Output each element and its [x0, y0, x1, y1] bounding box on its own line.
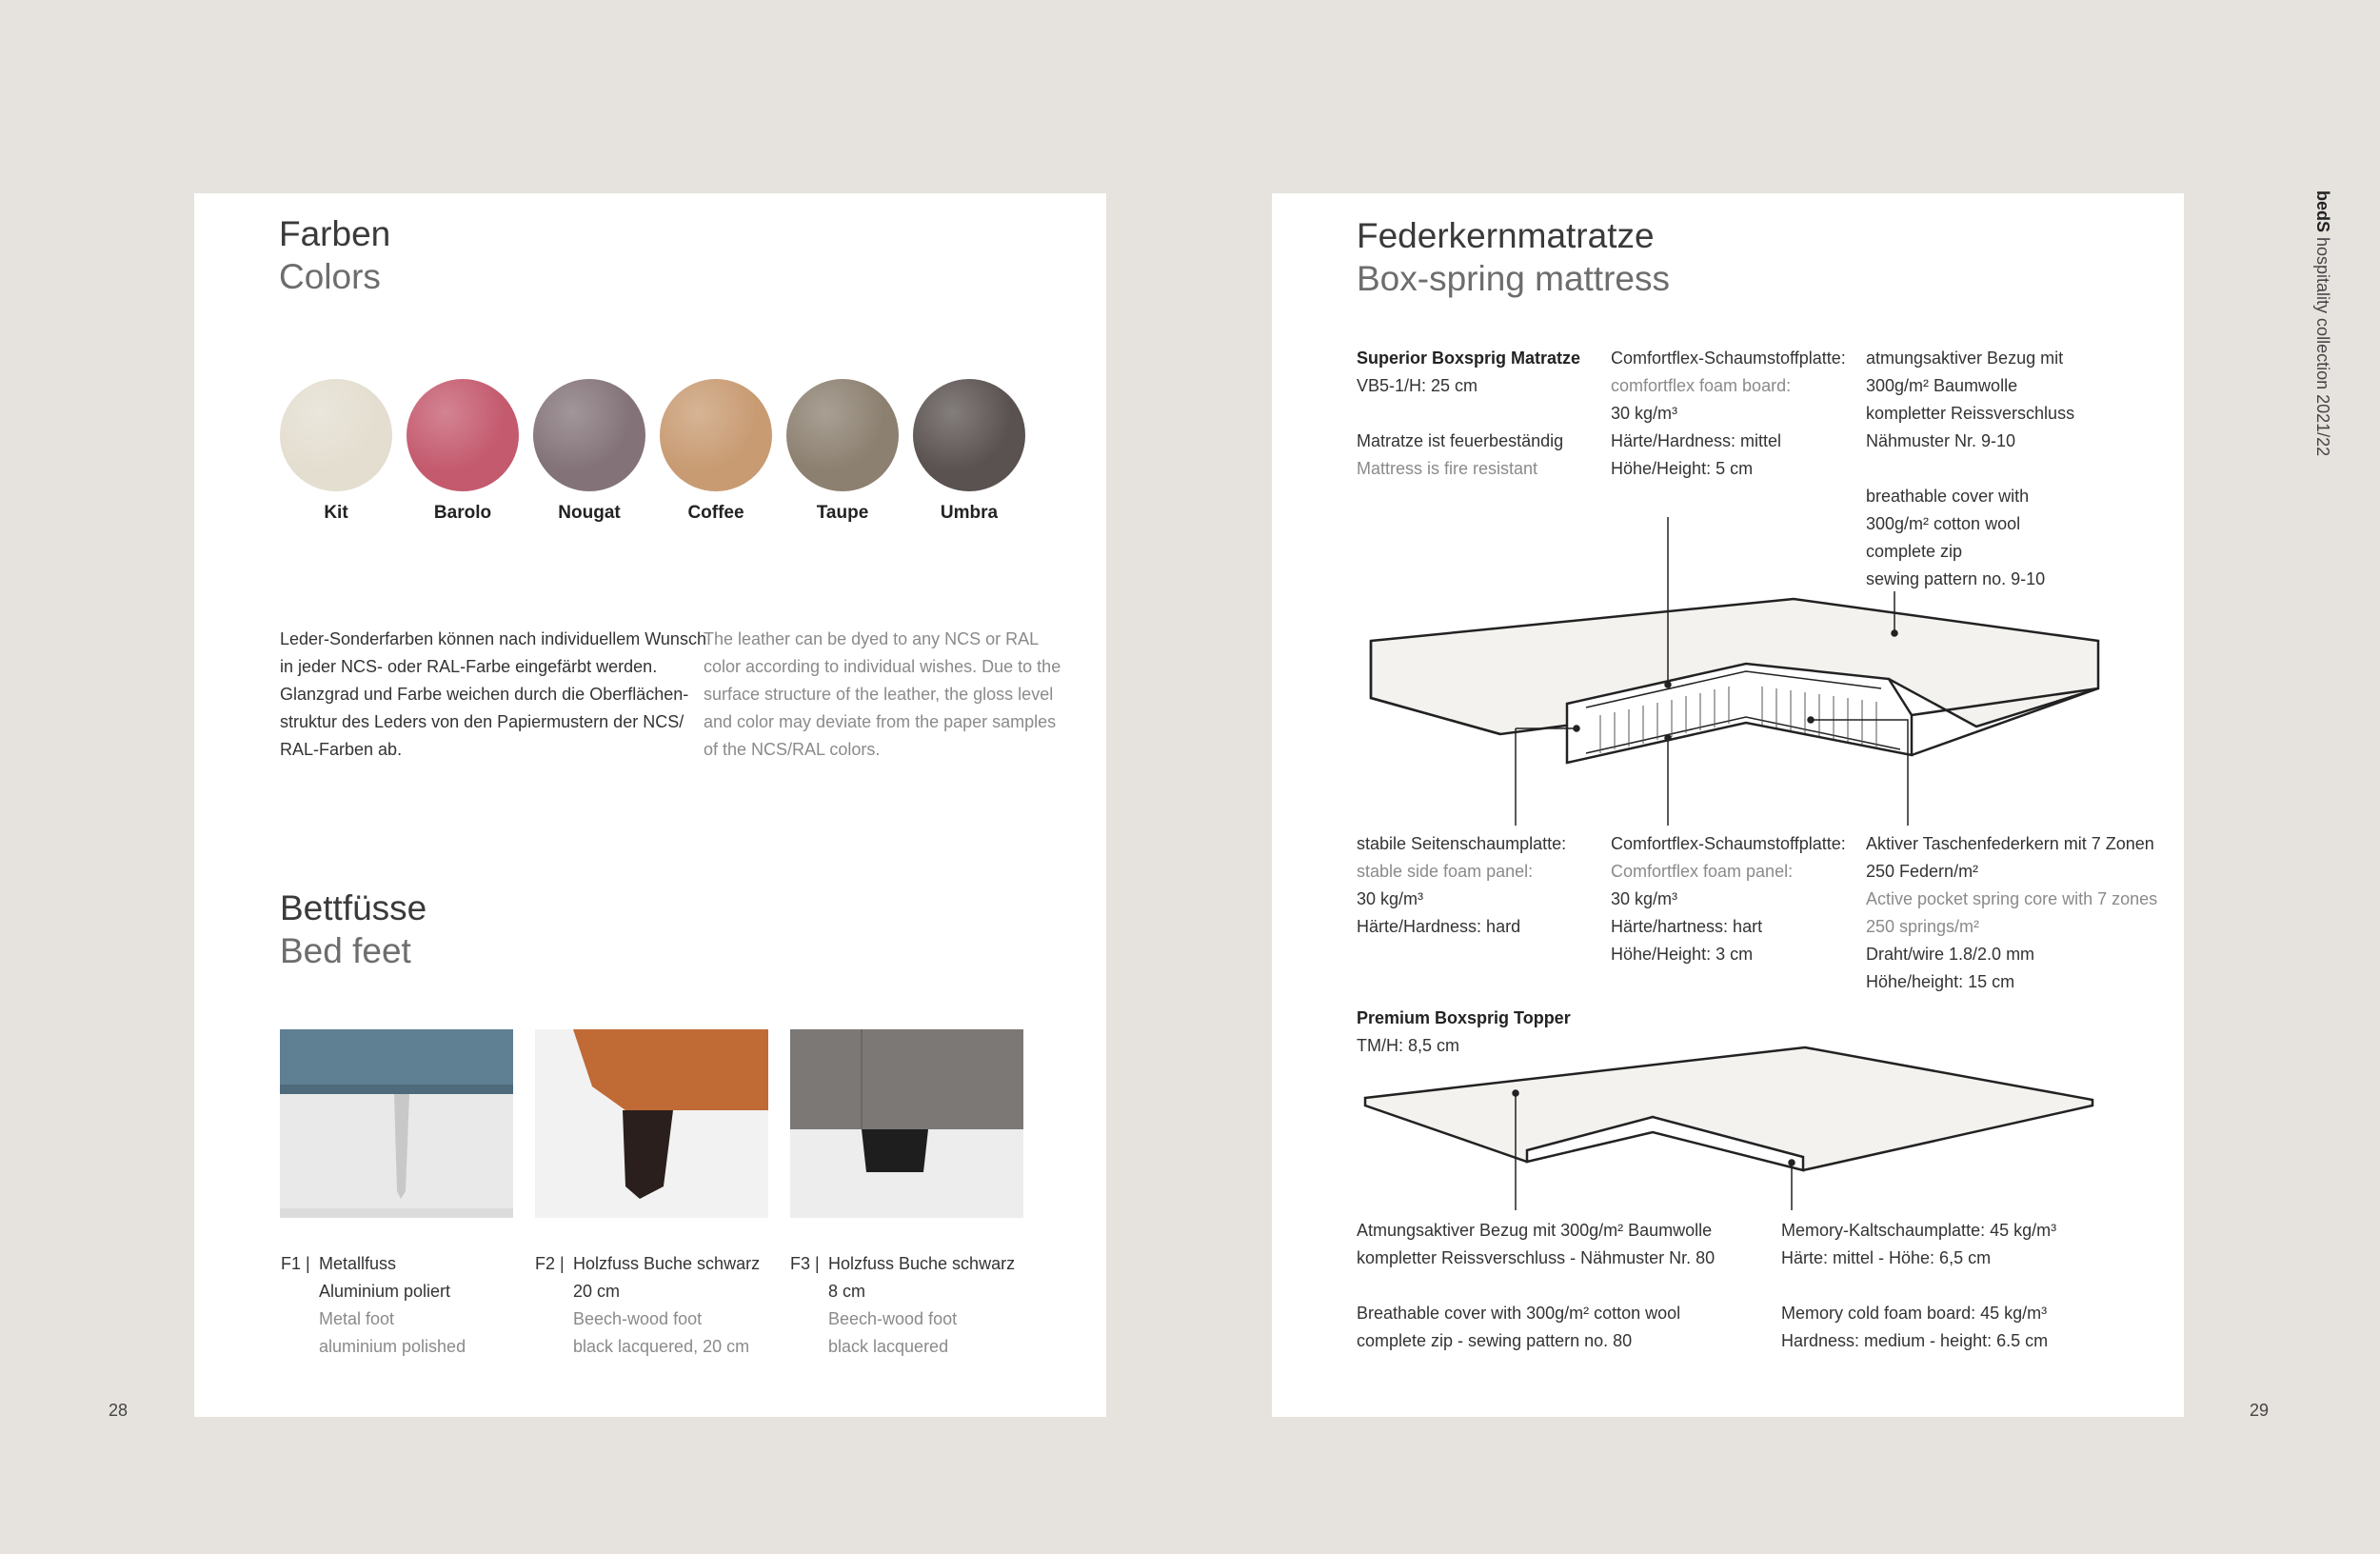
spec-mid-col3: Aktiver Taschenfederkern mit 7 Zonen 250 Federn/m² Active pocket spring core with 7 zones 250 springs/m² Draht/wire 1.8/2.0 mm Höhe/height: 15 cm — [1866, 834, 2158, 991]
sidebar-collection-label — [2312, 190, 2332, 456]
leader-cover-top-dot — [1892, 630, 1897, 636]
f1-bed-shade — [280, 1085, 513, 1094]
mattress-title-de: Federkernmatratze — [1357, 216, 1655, 255]
swatch-label-kit: Kit — [324, 503, 348, 523]
feet-title-en: Bed feet — [280, 931, 411, 970]
foot-caption-f1-text: Metallfuss Aluminium poliert Metal foot aluminium polished — [319, 1254, 466, 1356]
f1-shadow — [280, 1208, 513, 1218]
wood-foot-illustration — [535, 1029, 768, 1218]
right-page — [1272, 193, 2184, 1417]
leader-topper-cover-dot — [1513, 1090, 1518, 1096]
swatch-label-taupe: Taupe — [816, 503, 869, 523]
spec-mid-col1: stabile Seitenschaumplatte: stable side foam panel: 30 kg/m³ Härte/Hardness: hard — [1357, 834, 1567, 936]
swatch-nougat — [533, 379, 645, 491]
collection-name: hospitality collection 2021/22 — [2313, 232, 2332, 457]
leather-note-en: The leather can be dyed to any NCS or RAL color according to individual wishes. Due to the surface structure of the leather, the gloss level and color may deviate from the paper samples of the NCS/RAL colors. — [704, 629, 1061, 759]
short-wood-foot-illustration — [790, 1029, 1023, 1218]
mattress-title-en: Box-spring mattress — [1357, 259, 1670, 298]
metal-foot-illustration — [280, 1029, 513, 1218]
swatch-taupe — [786, 379, 899, 491]
leather-note-de: Leder-Sonderfarben können nach individuellem Wunsch in jeder NCS- oder RAL-Farbe eingefärbt werden. Glanzgrad und Farbe weichen durch die Oberflächen- struktur des Leders von den Papiermustern der NCS/ RAL-Farben ab. — [280, 629, 706, 759]
spec-top-col1: Superior Boxsprig Matratze VB5-1/H: 25 cm Matratze ist feuerbeständig Mattress is fire resistant — [1357, 349, 1581, 478]
foot-caption-f2-text: Holzfuss Buche schwarz 20 cm Beech-wood foot black lacquered, 20 cm — [573, 1254, 761, 1356]
page-number-left: 28 — [109, 1401, 129, 1420]
f3-leg — [862, 1129, 928, 1172]
foot-caption-f3-text: Holzfuss Buche schwarz 8 cm Beech-wood foot black lacquered — [828, 1254, 1016, 1356]
leader-topper-memory-dot — [1789, 1160, 1795, 1166]
swatch-barolo — [407, 379, 519, 491]
f3-bed — [790, 1029, 1023, 1129]
spec-top-col3: atmungsaktiver Bezug mit 300g/m² Baumwolle kompletter Reissverschluss Nähmuster Nr. 9-10 breathable cover with 300g/m² cotton wool complete zip sewing pattern no. 9-10 — [1866, 349, 2075, 588]
spec-bottom-col2: Memory-Kaltschaumplatte: 45 kg/m³ Härte: mittel - Höhe: 6,5 cm Memory cold foam board: 45 kg/m³ Hardness: medium - height: 6.5 cm — [1781, 1221, 2057, 1350]
f1-bed — [280, 1029, 513, 1091]
spec-topper: Premium Boxsprig Topper TM/H: 8,5 cm — [1357, 1008, 1571, 1055]
foot-image-f2 — [535, 1029, 768, 1218]
leader-springs-dot — [1808, 717, 1814, 723]
swatch-label-barolo: Barolo — [433, 503, 492, 523]
foot-image-f1 — [280, 1029, 513, 1218]
foot-caption-f2: F2 | — [535, 1254, 565, 1273]
colors-title-en: Colors — [279, 257, 381, 296]
colors-title-de: Farben — [279, 214, 391, 253]
brand-name: bedS — [2313, 190, 2332, 233]
foot-image-f3 — [790, 1029, 1023, 1218]
page-number-right: 29 — [2250, 1401, 2270, 1420]
feet-title-de: Bettfüsse — [280, 888, 427, 927]
spec-top-col2: Comfortflex-Schaumstoffplatte: comfortflex foam board: 30 kg/m³ Härte/Hardness: mittel Höhe/Height: 5 cm — [1611, 349, 1846, 478]
swatch-label-nougat: Nougat — [558, 503, 621, 523]
swatch-umbra — [913, 379, 1025, 491]
spec-mid-col2: Comfortflex-Schaumstoffplatte: Comfortflex foam panel: 30 kg/m³ Härte/hartness: hart Höhe/Height: 3 cm — [1611, 834, 1846, 964]
swatch-kit — [280, 379, 392, 491]
foot-caption-f3: F3 | — [790, 1254, 820, 1273]
swatch-label-coffee: Coffee — [687, 503, 744, 523]
spec-bottom-col1: Atmungsaktiver Bezug mit 300g/m² Baumwolle kompletter Reissverschluss - Nähmuster Nr. 80 Breathable cover with 300g/m² cotton wool complete zip - sewing pattern no. 80 — [1357, 1221, 1716, 1350]
swatch-label-umbra: Umbra — [940, 503, 999, 523]
leader-comfortflex-top-dot — [1665, 682, 1671, 687]
left-page — [194, 193, 1106, 1417]
leader-comfortflex-mid-dot — [1665, 735, 1671, 741]
foot-caption-f1: F1 | — [281, 1254, 310, 1273]
swatch-coffee — [660, 379, 772, 491]
